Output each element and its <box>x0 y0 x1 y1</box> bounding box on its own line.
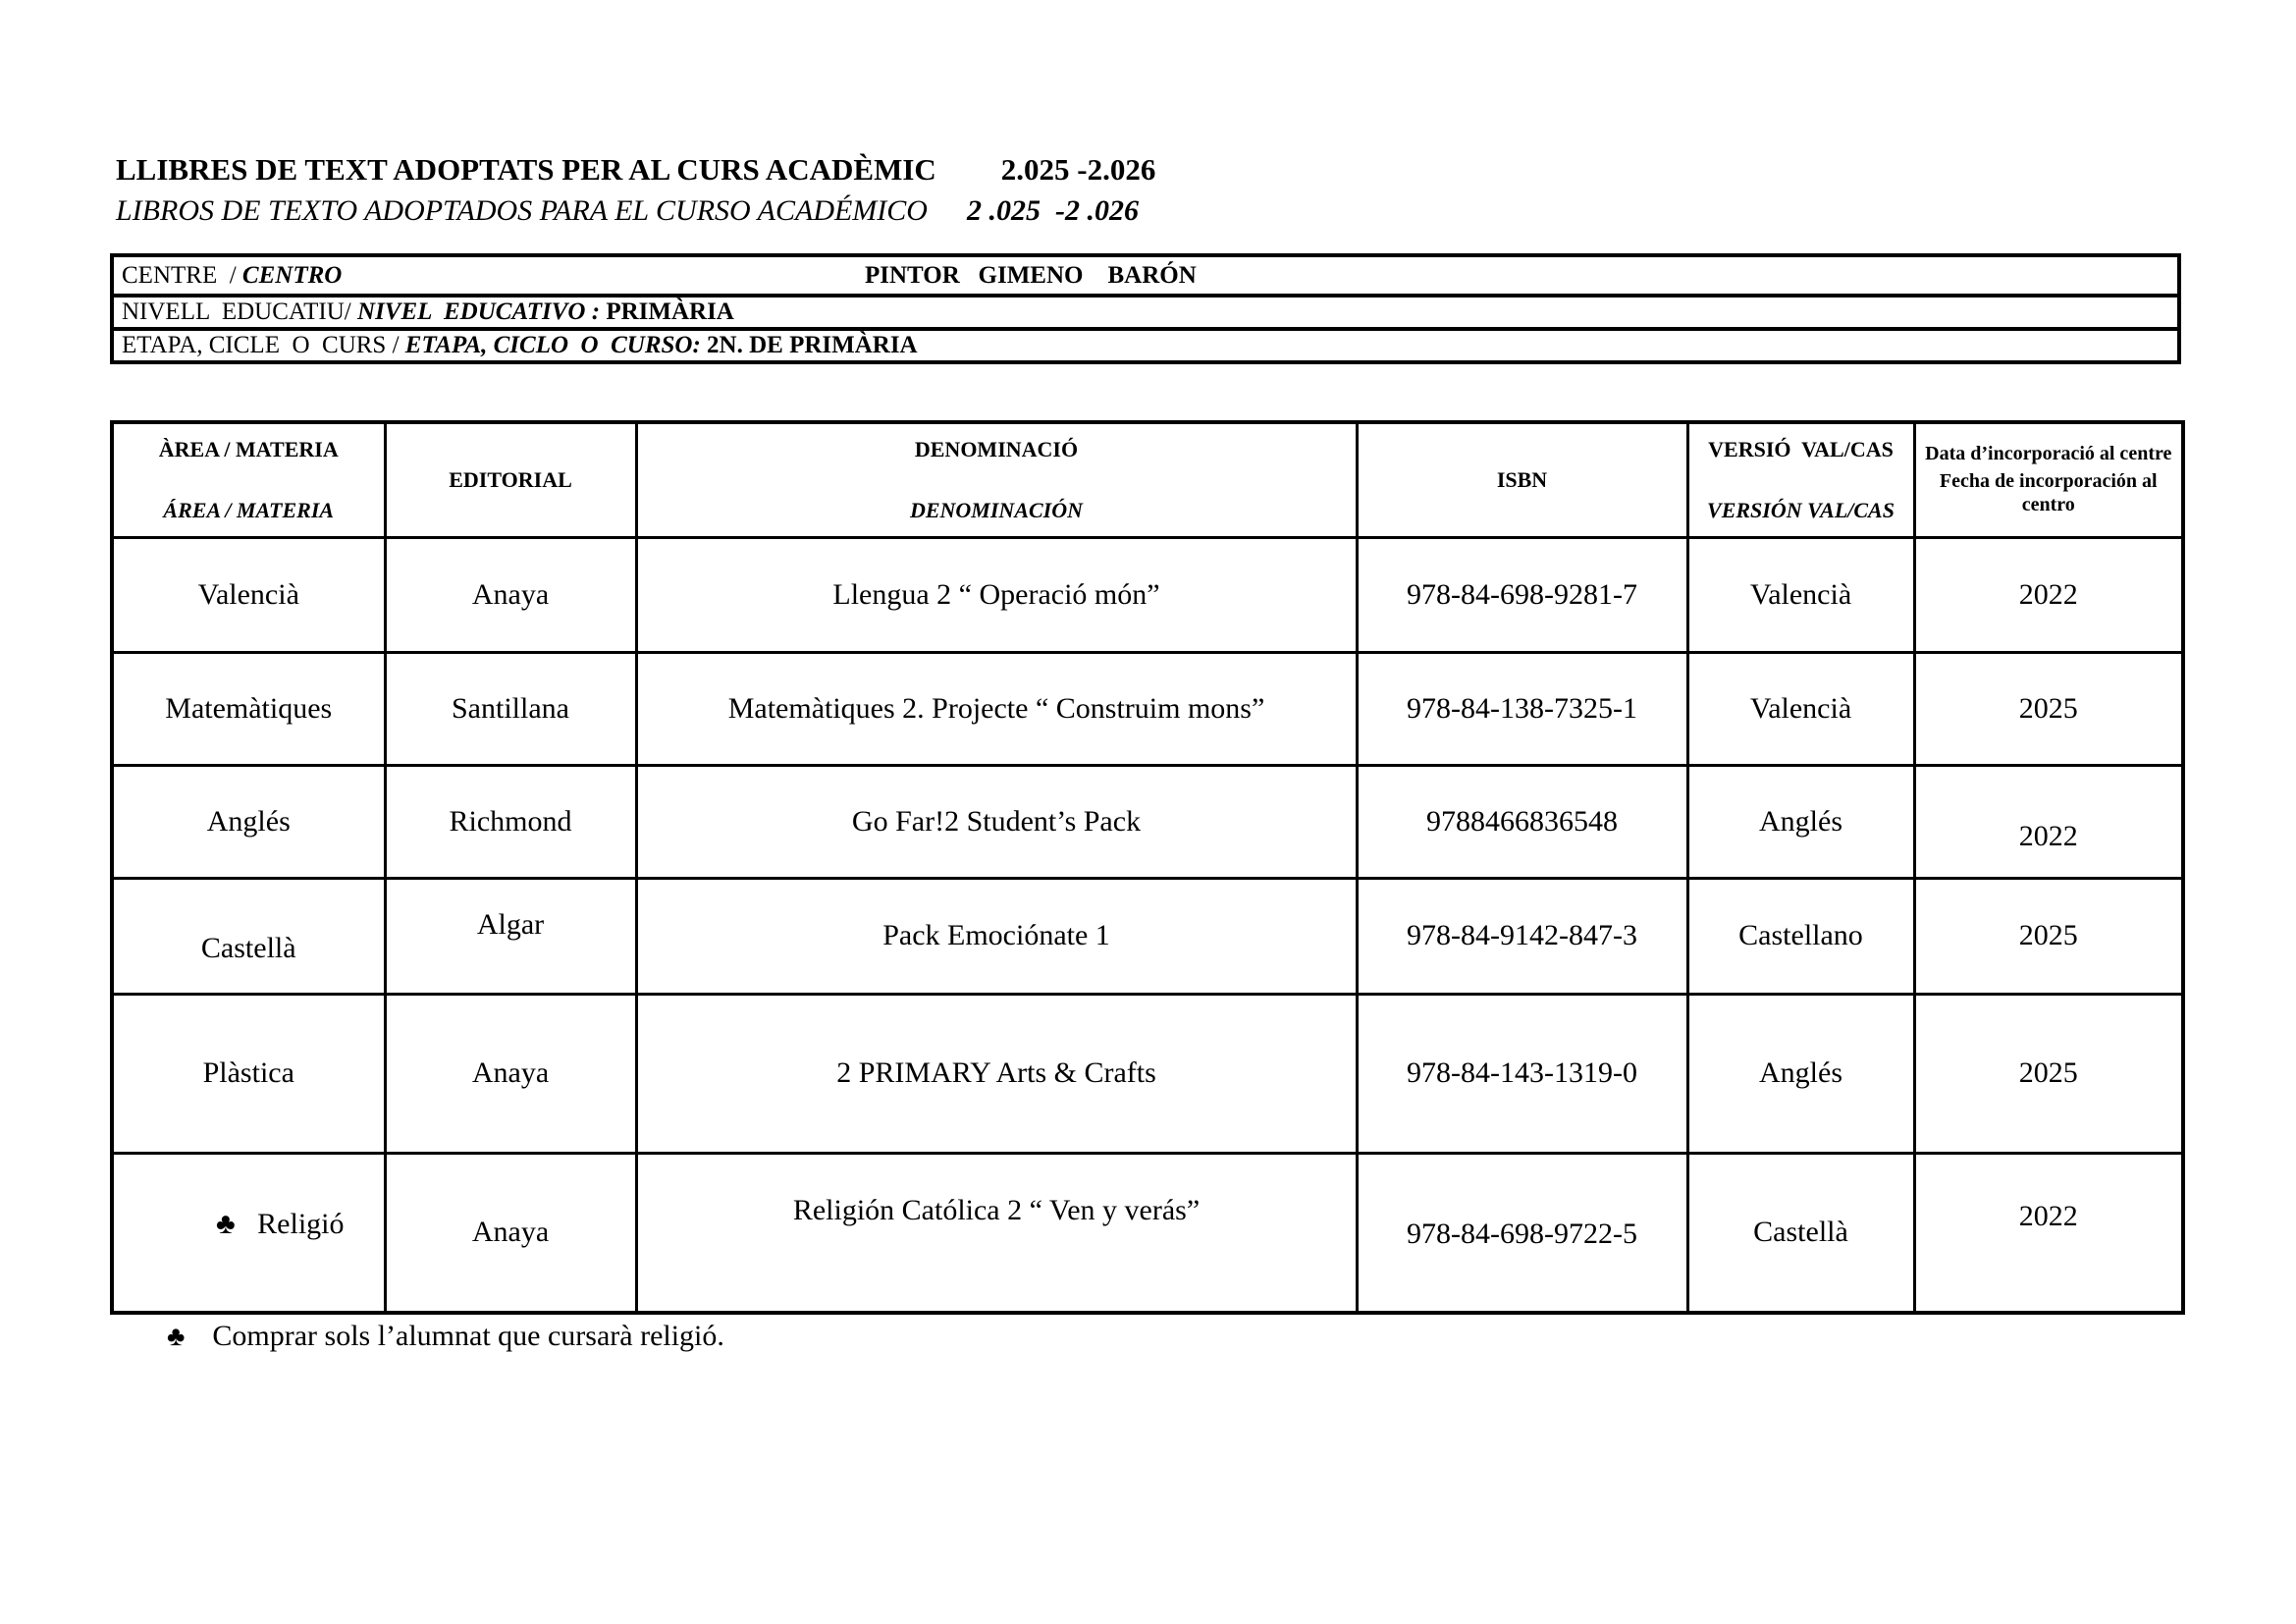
header-isbn: ISBN <box>1496 466 1548 492</box>
cell-denominacio: Go Far!2 Student’s Pack <box>636 765 1357 878</box>
header-cell-area <box>112 422 385 537</box>
header-denominacio-val: DENOMINACIÓ <box>914 436 1079 461</box>
table-row <box>112 878 2183 994</box>
header-cell-editorial <box>385 422 636 537</box>
cell-isbn: 9788466836548 <box>1357 765 1687 878</box>
level-value: PRIMÀRIA <box>606 298 734 325</box>
level-label-castilian: NIVEL EDUCATIVO : <box>357 298 601 325</box>
cell-year: 2022 <box>1914 537 2183 652</box>
cell-area: Plàstica <box>112 994 385 1153</box>
centre-label-castilian: CENTRO <box>241 261 343 289</box>
header-area-cas: ÁREA / MATERIA <box>163 497 335 522</box>
cell-denominacio: 2 PRIMARY Arts & Crafts <box>636 994 1357 1153</box>
cell-year: 2025 <box>1914 994 2183 1153</box>
cell-editorial: Algar <box>385 878 636 994</box>
cell-year: 2025 <box>1914 878 2183 994</box>
stage-label: ETAPA, CICLE O CURS / <box>122 332 400 358</box>
cell-versio: Anglés <box>1687 994 1914 1153</box>
cell-isbn: 978-84-143-1319-0 <box>1357 994 1687 1153</box>
cell-isbn: 978-84-698-9722-5 <box>1357 1153 1687 1313</box>
cell-area: Anglés <box>112 765 385 878</box>
cell-area: Matemàtiques <box>112 652 385 765</box>
subtitle-years: 2 .025 -2 .026 <box>966 194 1139 227</box>
stage-course-row <box>114 327 2177 360</box>
centre-value: PINTOR GIMENO BARÓN <box>865 261 1197 289</box>
subtitle-text: LIBROS DE TEXTO ADOPTADOS PARA EL CURSO ACADÉMICO <box>116 194 928 227</box>
header-versio-val: VERSIÓ VAL/CAS <box>1708 436 1894 461</box>
header-date-val: Data d’incorporació al centre <box>1925 443 2172 465</box>
title-text: LLIBRES DE TEXT ADOPTATS PER AL CURS ACADÈMIC <box>116 152 936 187</box>
cell-year: 2025 <box>1914 652 2183 765</box>
header-denominacio-cas: DENOMINACIÓN <box>909 497 1084 522</box>
cell-year: 2022 <box>1914 1153 2183 1313</box>
table-row <box>112 765 2183 878</box>
centre-label: CENTRE / <box>122 261 237 289</box>
centre-row <box>114 257 2177 294</box>
cell-area: Valencià <box>112 537 385 652</box>
cell-editorial: Anaya <box>385 1153 636 1313</box>
header-cell-isbn <box>1357 422 1687 537</box>
cell-versio: Valencià <box>1687 652 1914 765</box>
cell-editorial: Anaya <box>385 537 636 652</box>
cell-denominacio: Religión Católica 2 “ Ven y verás” <box>636 1153 1357 1313</box>
header-date-cas: Fecha de incorporación al centro <box>1939 469 2158 515</box>
header-versio-cas: VERSIÓN VAL/CAS <box>1707 497 1895 522</box>
table-row-religio <box>112 1153 2183 1313</box>
school-info-box <box>110 253 2181 364</box>
footnote <box>167 1320 724 1353</box>
cell-year: 2022 <box>1914 765 2183 878</box>
header-cell-versio <box>1687 422 1914 537</box>
cell-isbn: 978-84-9142-847-3 <box>1357 878 1687 994</box>
cell-editorial: Santillana <box>385 652 636 765</box>
cell-editorial: Anaya <box>385 994 636 1153</box>
cell-versio: Castellà <box>1687 1153 1914 1313</box>
header-editorial: EDITORIAL <box>449 466 572 492</box>
cell-area: Castellà <box>112 878 385 994</box>
title-castilian <box>116 190 1155 232</box>
cell-isbn: 978-84-698-9281-7 <box>1357 537 1687 652</box>
cell-versio: Castellano <box>1687 878 1914 994</box>
table-row <box>112 994 2183 1153</box>
header-area-val: ÀREA / MATERIA <box>158 436 339 461</box>
header-cell-denominacio <box>636 422 1357 537</box>
table-header-row <box>112 422 2183 537</box>
cell-versio: Anglés <box>1687 765 1914 878</box>
title-years: 2.025 -2.026 <box>1000 152 1156 187</box>
table-row <box>112 652 2183 765</box>
document-title-block <box>116 149 1155 232</box>
stage-label-castilian: ETAPA, CICLO O CURSO: <box>404 332 701 358</box>
footnote-text: Comprar sols l’alumnat que cursarà religió. <box>212 1320 724 1352</box>
stage-value: 2N. DE PRIMÀRIA <box>707 332 918 358</box>
textbooks-table <box>110 420 2185 1315</box>
cell-denominacio: Pack Emociónate 1 <box>636 878 1357 994</box>
cell-versio: Valencià <box>1687 537 1914 652</box>
level-label: NIVELL EDUCATIU/ <box>122 298 351 325</box>
cell-denominacio: Llengua 2 “ Operació món” <box>636 537 1357 652</box>
educational-level-row <box>114 294 2177 327</box>
header-cell-incorporation-date <box>1914 422 2183 537</box>
title-valencian <box>116 149 1155 190</box>
cell-editorial: Richmond <box>385 765 636 878</box>
cell-isbn: 978-84-138-7325-1 <box>1357 652 1687 765</box>
club-icon: ♣ <box>167 1322 186 1352</box>
cell-denominacio: Matemàtiques 2. Projecte “ Construim mons” <box>636 652 1357 765</box>
table-row <box>112 537 2183 652</box>
cell-area: ♣ Religió <box>112 1153 385 1313</box>
